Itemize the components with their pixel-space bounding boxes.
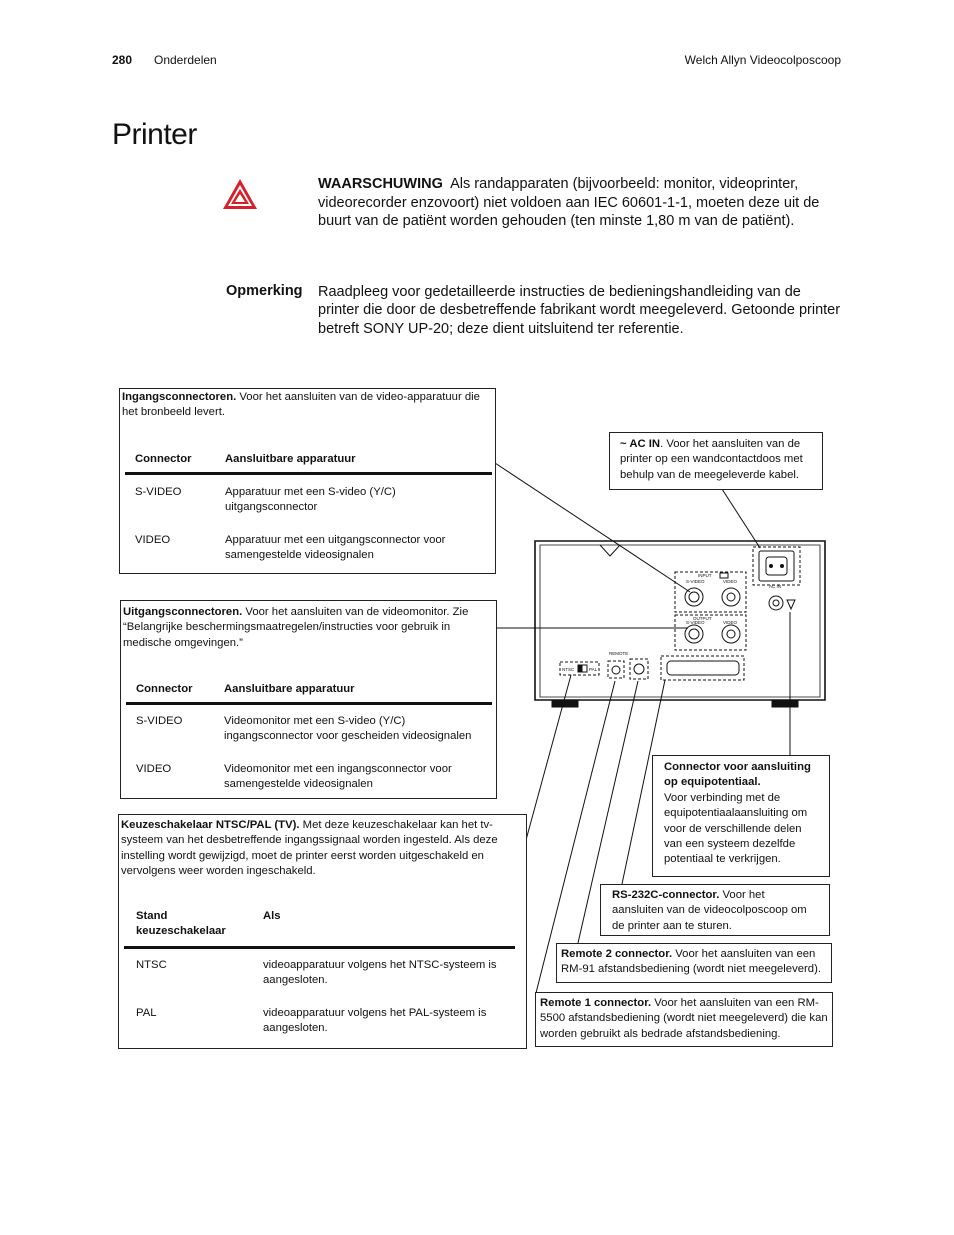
label-ntsc: NTSC	[562, 667, 575, 672]
label-output-svideo: S-VIDEO	[686, 620, 705, 625]
input-connectors-box	[119, 388, 496, 574]
rs232-title: RS-232C-connector.	[612, 889, 720, 901]
output-table-rule	[126, 702, 492, 705]
ac-in-title: ~ AC IN	[620, 438, 661, 450]
equi-title: Connector voor aansluiting op equipotentiaal.	[664, 761, 811, 789]
warning-label: WAARSCHUWING	[318, 176, 443, 192]
switch-col-when: Als	[263, 910, 281, 922]
input-row1-connector: S-VIDEO	[135, 486, 182, 498]
output-col-connector: Connector	[136, 683, 193, 695]
section-name: Onderdelen	[154, 53, 217, 67]
rs232-desc: Voor het aansluiten van de videocolposcoop om de printer aan te sturen.	[612, 889, 807, 932]
remote1-title: Remote 1 connector.	[540, 997, 652, 1009]
input-intro	[122, 390, 487, 421]
label-remote: REMOTE	[609, 651, 629, 656]
label-output: OUTPUT	[693, 616, 712, 621]
rs232c-box	[600, 884, 830, 936]
input-col-equipment: Aansluitbare apparatuur	[225, 453, 356, 465]
input-table-rule	[125, 472, 492, 475]
switch-row2-position: PAL	[136, 1007, 157, 1019]
switch-table-rule	[124, 946, 515, 949]
output-row1-equipment: Videomonitor met een S-video (Y/C) ingangsconnector voor gescheiden videosignalen	[224, 715, 472, 743]
remote1-box	[535, 992, 833, 1047]
input-row2-connector: VIDEO	[135, 534, 171, 546]
remote2-desc: Voor het aansluiten van een RM-91 afstandsbediening (wordt niet meegeleverd).	[561, 948, 821, 976]
warning-text: Als randapparaten (bijvoorbeeld: monitor, videoprinter, videorecorder enzovoort) niet voldoen aan IEC 60601-1-1, moeten deze uit de buurt van de patiënt worden gehouden (ten minste 1,80 m van de patiënt).	[318, 176, 820, 230]
label-input: INPUT	[698, 573, 712, 578]
output-row2-equipment: Videomonitor met een ingangsconnector voor samengestelde videosignalen	[224, 763, 452, 791]
equi-desc: Voor verbinding met de equipotentiaalaansluiting om voor de verschillende delen van een systeem dezelfde potentiaal te verkrijgen.	[664, 791, 808, 866]
switch-row2-when: videoapparatuur volgens het PAL-systeem is aangesloten.	[263, 1007, 487, 1035]
switch-row1-when: videoapparatuur volgens het NTSC-systeem is aangesloten.	[263, 959, 497, 987]
ntsc-pal-switch-box	[118, 814, 527, 1049]
output-intro	[123, 605, 488, 651]
label-pal: PAL	[589, 667, 598, 672]
output-row2-connector: VIDEO	[136, 763, 172, 775]
switch-desc: Met deze keuzeschakelaar kan het tv-systeem van het desbetreffende ingangssignaal worden ingesteld. Als deze instelling wordt gewijzigd, moet de printer eerst worden uitgeschakeld en vervolgens weer worden ingeschakeld.	[121, 819, 498, 878]
label-input-video: VIDEO	[723, 579, 738, 584]
input-row2-equipment: Apparatuur met een uitgangsconnector voor samengestelde videosignalen	[225, 534, 446, 562]
switch-title: Keuzeschakelaar NTSC/PAL (TV).	[121, 819, 300, 831]
remote1-desc: Voor het aansluiten van een RM-5500 afstandsbediening (wordt niet meegeleverd) die kan worden gebruikt als bedrade afstandsbediening.	[540, 997, 828, 1040]
equipotential-box	[652, 755, 830, 877]
input-col-connector: Connector	[135, 453, 192, 465]
page-title: Printer	[112, 118, 197, 151]
ac-in-box	[609, 432, 823, 490]
switch-intro	[121, 818, 521, 880]
product-name: Welch Allyn Videocolposcoop	[684, 53, 841, 67]
note-text: Raadpleeg voor gedetailleerde instructies de bedieningshandleiding van de printer die door de desbetreffende fabrikant wordt meegeleverd. Getoonde printer betreft SONY UP-20; deze dient uitsluitend ter referentie.	[318, 284, 841, 337]
output-row1-connector: S-VIDEO	[136, 715, 183, 727]
label-input-svideo: S-VIDEO	[686, 579, 705, 584]
label-output-video: VIDEO	[723, 620, 738, 625]
output-title: Uitgangsconnectoren.	[123, 606, 243, 618]
output-connectors-box	[120, 600, 497, 799]
switch-row1-position: NTSC	[136, 959, 167, 971]
remote2-box	[556, 943, 832, 983]
remote2-title: Remote 2 connector.	[561, 948, 673, 960]
leader-ac	[722, 489, 760, 548]
ac-in-desc: . Voor het aansluiten van de printer op een wandcontactdoos met behulp van de meegeleverde kabel.	[620, 438, 803, 481]
output-col-equipment: Aansluitbare apparatuur	[224, 683, 355, 695]
input-desc: Voor het aansluiten van de video-apparatuur die het bronbeeld levert.	[122, 391, 480, 419]
switch-col-position: Stand keuzeschakelaar	[136, 910, 226, 938]
note-label: Opmerking	[226, 283, 303, 299]
page-number: 280	[112, 53, 133, 67]
input-title: Ingangsconnectoren.	[122, 391, 237, 403]
input-row1-equipment: Apparatuur met een S-video (Y/C) uitgangsconnector	[225, 486, 396, 514]
output-desc: Voor het aansluiten van de videomonitor. Zie “Belangrijke beschermingsmaatregelen/instructies voor gebruik in medische omgevingen.”	[123, 606, 469, 649]
label-ac-in: AC IN	[769, 584, 782, 589]
